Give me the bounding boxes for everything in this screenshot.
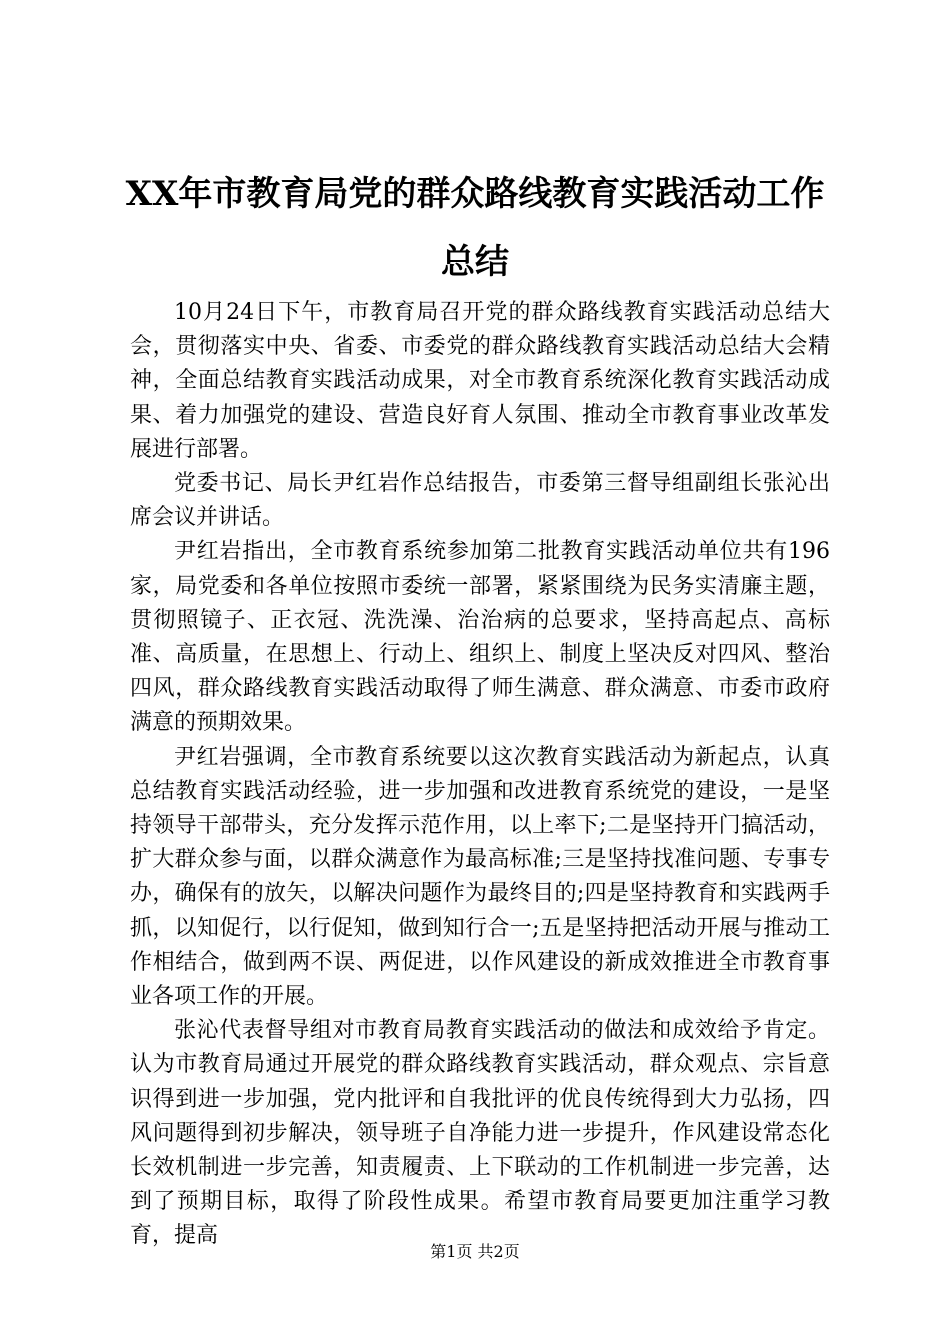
paragraph: 张沁代表督导组对市教育局教育实践活动的做法和成效给予肯定。认为市教育局通过开展党的群众路线教育实践活动，群众观点、宗旨意识得到进一步加强，党内批评和自我批评的优良传统得到大力弘扬，四风问题得到初步解决，领导班子自净能力进一步提升，作风建设常态化长效机制进一步完善，知责履责、上下联动的工作机制进一步完善，达到了预期目标，取得了阶段性成果。希望市教育局要更加注重学习教育，提高: [130, 1018, 830, 1249]
paragraph: 尹红岩指出，全市教育系统参加第二批教育实践活动单位共有196家，局党委和各单位按照市委统一部署，紧紧围绕为民务实清廉主题，贯彻照镜子、正衣冠、洗洗澡、治治病的总要求，坚持高起点、高标准、高质量，在思想上、行动上、组织上、制度上坚决反对四风、整治四风，群众路线教育实践活动取得了师生满意、群众满意、市委市政府满意的预期效果。: [130, 539, 830, 736]
paragraph: 尹红岩强调，全市教育系统要以这次教育实践活动为新起点，认真总结教育实践活动经验，进一步加强和改进教育系统党的建设，一是坚持领导干部带头，充分发挥示范作用，以上率下;二是坚持开门搞活动，扩大群众参与面，以群众满意作为最高标准;三是坚持找准问题、专事专办，确保有的放矢，以解决问题作为最终目的;四是坚持教育和实践两手抓，以知促行，以行促知，做到知行合一;五是坚持把活动开展与推动工作相结合，做到两不误、两促进，以作风建设的新成效推进全市教育事业各项工作的开展。: [130, 744, 830, 1010]
document-body: [130, 296, 830, 1254]
document-title: XX年市教育局党的群众路线教育实践活动工作总结: [125, 174, 825, 282]
paragraph: 党委书记、局长尹红岩作总结报告，市委第三督导组副组长张沁出席会议并讲话。: [130, 471, 830, 531]
paragraph: 10月24日下午，市教育局召开党的群众路线教育实践活动总结大会，贯彻落实中央、省委、市委党的群众路线教育实践活动总结大会精神，全面总结教育实践活动成果，对全市教育系统深化教育实践活动成果、着力加强党的建设、营造良好育人氛围、推动全市教育事业改革发展进行部署。: [130, 300, 830, 462]
page-number-footer: 第1页 共2页: [430, 1242, 520, 1261]
